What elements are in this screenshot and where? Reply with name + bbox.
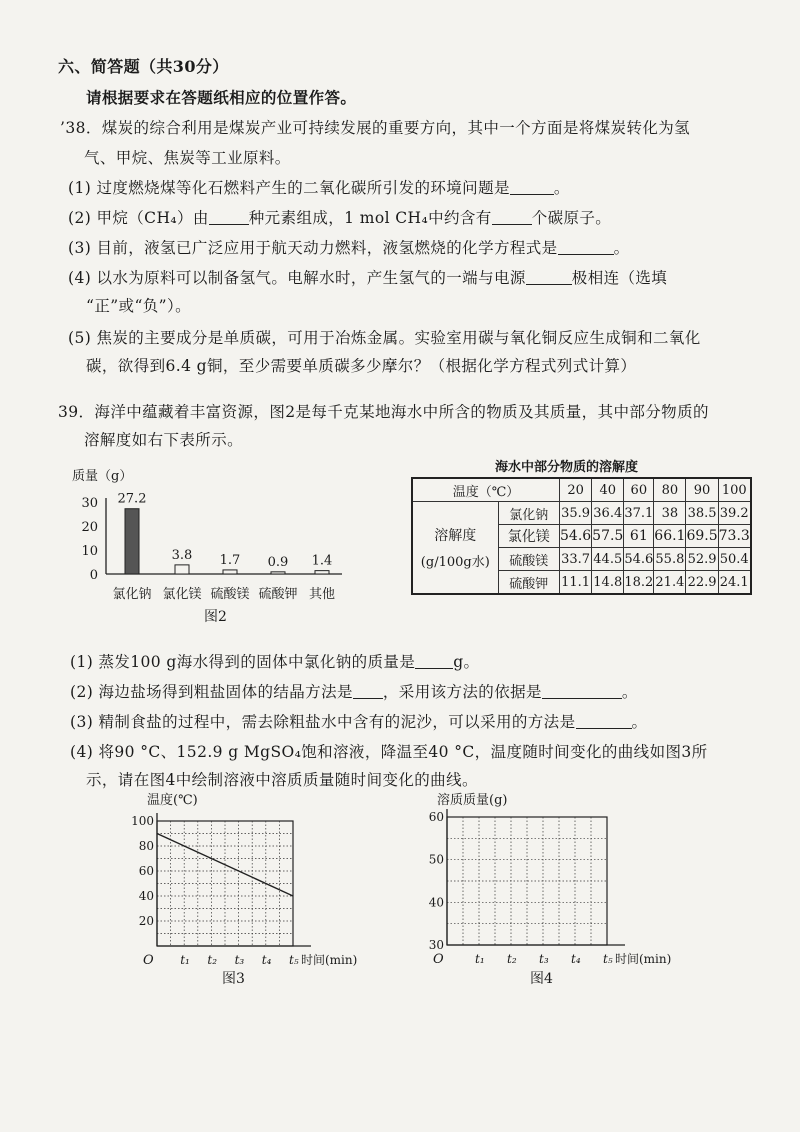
x-category-label: 硫酸镁 xyxy=(210,587,250,600)
q39-part1-text-a: (1) 蒸发100 g海水得到的固体中氯化钠的质量是 xyxy=(70,653,416,671)
y-tick-label: 30 xyxy=(428,938,444,952)
y-axis-label: 温度(℃) xyxy=(147,793,198,808)
solubility-value-cell: 33.7 xyxy=(560,548,592,571)
solubility-value-cell: 44.5 xyxy=(592,548,624,571)
table-temp-header: 温度（℃） xyxy=(412,478,560,502)
solubility-value-cell: 22.9 xyxy=(686,571,718,595)
substance-name-cell: 硫酸镁 xyxy=(498,548,559,571)
q38-part1-text: (1) 过度燃烧煤等化石燃料产生的二氧化碳所引发的环境问题是 xyxy=(68,179,510,197)
answer-blank[interactable] xyxy=(526,269,572,286)
bar xyxy=(315,571,329,574)
x-category-label: 硫酸钾 xyxy=(258,587,298,600)
q38-part2-text-b: 种元素组成，1 mol CH₄中约含有 xyxy=(248,209,492,227)
q39-part1-text-b: g。 xyxy=(453,653,480,671)
answer-blank[interactable] xyxy=(353,683,383,700)
x-tick-label: t₄ xyxy=(571,952,581,966)
q39-part3-text-b: 。 xyxy=(631,713,648,731)
solubility-value-cell: 11.1 xyxy=(560,571,592,595)
y-tick-label: 40 xyxy=(138,889,154,903)
answer-blank[interactable] xyxy=(558,239,614,256)
q39-part2-text-b: ，采用该方法的依据是 xyxy=(382,683,542,701)
y-tick-label: 80 xyxy=(138,839,154,853)
answer-blank[interactable] xyxy=(492,209,532,226)
x-tick-label: t₅ xyxy=(603,952,613,966)
q38-part5-line2: 碳，欲得到6.4 g铜，至少需要单质碳多少摩尔？（根据化学方程式列式计算） xyxy=(86,357,637,375)
origin-label: O xyxy=(433,952,444,967)
solubility-value-cell: 55.8 xyxy=(654,548,686,571)
temperature-header-cell: 40 xyxy=(592,478,624,502)
temperature-header-cell: 90 xyxy=(686,478,718,502)
bar-value-label: 3.8 xyxy=(171,547,193,563)
x-axis-label: 时间(min) xyxy=(301,953,358,967)
y-axis-label: 质量（g） xyxy=(72,469,133,484)
bar-value-label: 1.4 xyxy=(311,553,333,569)
figure3-line-chart xyxy=(125,790,385,975)
q38-part3 xyxy=(68,236,630,258)
q38-part2 xyxy=(68,206,611,228)
q39-part2-text-c: 。 xyxy=(621,683,638,701)
q39-part3-text-a: (3) 精制食盐的过程中，需去除粗盐水中含有的泥沙，可以采用的方法是 xyxy=(70,713,576,731)
q39-part1 xyxy=(70,650,479,672)
q38-part3-text: (3) 目前，液氢已广泛应用于航天动力燃料，液氢燃烧的化学方程式是 xyxy=(68,239,558,257)
bar-value-label: 0.9 xyxy=(267,554,289,570)
bar xyxy=(223,570,237,574)
bar xyxy=(271,572,285,574)
y-tick-label: 10 xyxy=(81,544,98,559)
temperature-header-cell: 100 xyxy=(718,478,751,502)
x-category-label: 氯化钠 xyxy=(112,587,152,600)
x-category-label: 氯化镁 xyxy=(162,587,202,600)
y-tick-label: 30 xyxy=(81,496,98,511)
q39-stem-line1: 39．海洋中蕴藏着丰富资源，图2是每千克某地海水中所含的物质及其质量，其中部分物质的 xyxy=(58,403,709,421)
temperature-header-cell: 20 xyxy=(560,478,592,502)
x-tick-label: t₂ xyxy=(207,953,218,967)
y-tick-label: 20 xyxy=(138,914,154,928)
solubility-value-cell: 39.2 xyxy=(718,502,751,525)
q38-part4-text-b: 极相连（选填 xyxy=(571,269,668,287)
q39-part4-line1: (4) 将90 °C、152.9 g MgSO₄饱和溶液，降温至40 °C，温度随时间变化的曲线如图3所 xyxy=(70,743,708,761)
q39-part2-text-a: (2) 海边盐场得到粗盐固体的结晶方法是 xyxy=(70,683,353,701)
temperature-header-cell: 60 xyxy=(624,478,654,502)
bar xyxy=(175,565,189,574)
solubility-value-cell: 66.1 xyxy=(654,525,686,548)
figure3-caption: 图3 xyxy=(222,971,245,987)
solubility-value-cell: 38 xyxy=(654,502,686,525)
bar-value-label: 27.2 xyxy=(117,491,147,507)
figure2-bar-chart xyxy=(70,460,350,600)
solubility-value-cell: 73.3 xyxy=(718,525,751,548)
substance-name-cell: 硫酸钾 xyxy=(498,571,559,595)
y-tick-label: 100 xyxy=(131,814,154,828)
figure2-caption: 图2 xyxy=(204,609,227,625)
origin-label: O xyxy=(143,953,154,968)
section-title: 六、简答题（共30分） xyxy=(58,57,229,76)
bar xyxy=(125,509,139,574)
solubility-value-cell: 69.5 xyxy=(686,525,718,548)
x-tick-label: t₅ xyxy=(289,953,299,967)
substance-name-cell: 氯化镁 xyxy=(498,525,559,548)
solubility-value-cell: 52.9 xyxy=(686,548,718,571)
q39-part4-line2: 示，请在图4中绘制溶液中溶质质量随时间变化的曲线。 xyxy=(86,771,478,789)
solubility-unit: (g/100g水) xyxy=(420,555,490,570)
solubility-value-cell: 54.6 xyxy=(624,548,654,571)
x-tick-label: t₃ xyxy=(234,953,245,967)
q39-part2 xyxy=(70,680,638,702)
y-tick-label: 20 xyxy=(81,520,98,535)
bar-value-label: 1.7 xyxy=(219,552,241,568)
answer-blank[interactable] xyxy=(576,713,632,730)
table-row xyxy=(412,502,751,525)
answer-blank[interactable] xyxy=(510,179,554,196)
q38-stem-line2: 气、甲烷、焦炭等工业原料。 xyxy=(84,149,291,167)
temperature-header-cell: 80 xyxy=(654,478,686,502)
answer-blank[interactable] xyxy=(415,653,453,670)
figure4-caption: 图4 xyxy=(530,971,553,987)
solubility-value-cell: 35.9 xyxy=(560,502,592,525)
solubility-value-cell: 57.5 xyxy=(592,525,624,548)
solubility-value-cell: 37.1 xyxy=(624,502,654,525)
x-tick-label: t₁ xyxy=(180,953,190,967)
solubility-value-cell: 18.2 xyxy=(624,571,654,595)
y-axis-label: 溶质质量(g) xyxy=(437,793,508,808)
x-tick-label: t₃ xyxy=(539,952,549,966)
solubility-table xyxy=(411,477,752,595)
q38-part4-line2: “正”或“负”）。 xyxy=(86,297,192,315)
q38-part2-text-a: (2) 甲烷（CH₄）由 xyxy=(68,209,209,227)
solubility-label: 溶解度 xyxy=(434,528,477,544)
answer-blank[interactable] xyxy=(542,683,622,700)
table-caption: 海水中部分物质的溶解度 xyxy=(495,460,639,475)
q38-part1 xyxy=(68,176,570,198)
x-tick-label: t₄ xyxy=(261,953,272,967)
section-instruction: 请根据要求在答题纸相应的位置作答。 xyxy=(86,88,357,107)
solubility-value-cell: 14.8 xyxy=(592,571,624,595)
q38-stem-line1: ’38．煤炭的综合利用是煤炭产业可持续发展的重要方向，其中一个方面是将煤炭转化为氢 xyxy=(60,119,691,137)
q38-part2-text-c: 个碳原子。 xyxy=(531,209,612,227)
solubility-value-cell: 50.4 xyxy=(718,548,751,571)
substance-name-cell: 氯化钠 xyxy=(498,502,559,525)
table-header-row xyxy=(412,478,751,502)
q38-part4 xyxy=(68,266,667,288)
solubility-value-cell: 21.4 xyxy=(654,571,686,595)
y-tick-label: 0 xyxy=(89,568,98,583)
q39-stem-line2: 溶解度如右下表所示。 xyxy=(84,431,244,449)
y-tick-label: 60 xyxy=(428,810,444,824)
x-tick-label: t₁ xyxy=(475,952,485,966)
figure4-blank-grid[interactable] xyxy=(415,790,685,975)
x-axis-label: 时间(min) xyxy=(615,952,672,966)
solubility-value-cell: 54.6 xyxy=(560,525,592,548)
solubility-value-cell: 38.5 xyxy=(686,502,718,525)
y-tick-label: 40 xyxy=(428,895,444,910)
x-category-label: 其他 xyxy=(308,587,336,600)
q38-part4-text-a: (4) 以水为原料可以制备氢气。电解水时，产生氢气的一端与电源 xyxy=(68,269,526,287)
q39-part3 xyxy=(70,710,647,732)
solubility-value-cell: 36.4 xyxy=(592,502,624,525)
answer-blank[interactable] xyxy=(209,209,249,226)
x-tick-label: t₂ xyxy=(507,952,517,966)
solubility-value-cell: 24.1 xyxy=(718,571,751,595)
y-tick-label: 50 xyxy=(428,852,444,867)
q38-part5-line1: (5) 焦炭的主要成分是单质碳，可用于冶炼金属。实验室用碳与氧化铜反应生成铜和二氧化 xyxy=(68,329,701,347)
solubility-value-cell: 61 xyxy=(624,525,654,548)
q38-part1-end: 。 xyxy=(553,179,570,197)
q38-part3-end: 。 xyxy=(613,239,630,257)
solubility-row-header xyxy=(412,502,498,595)
y-tick-label: 60 xyxy=(138,864,154,878)
